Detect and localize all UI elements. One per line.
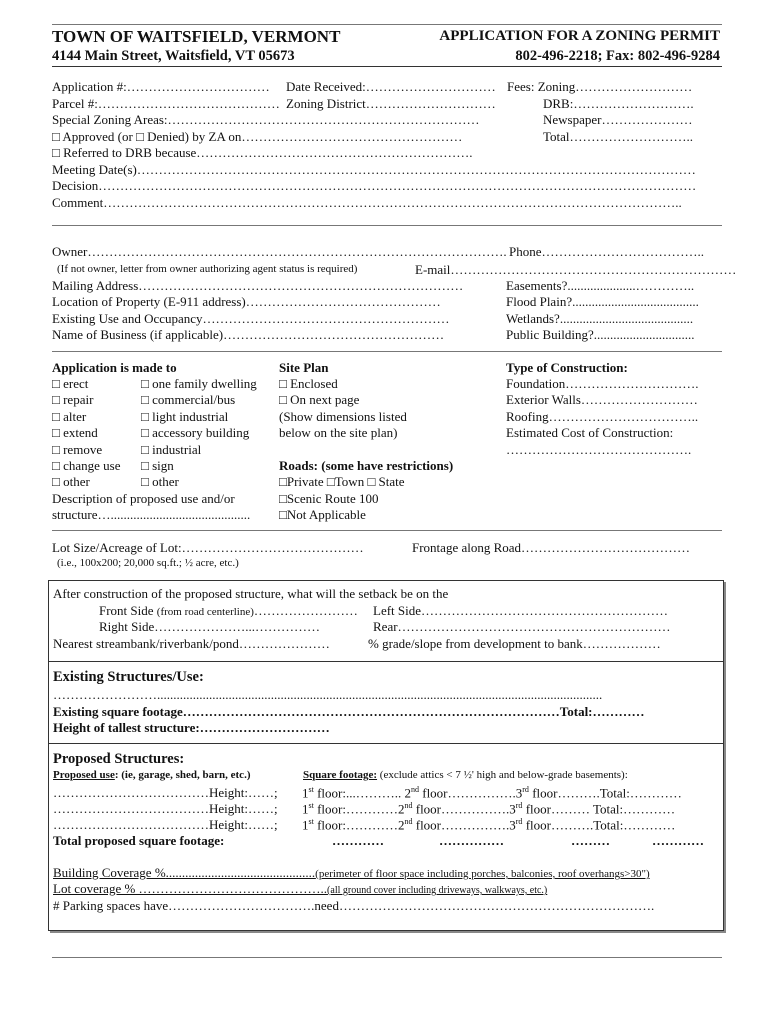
- application-section-rule: [52, 530, 722, 531]
- special-zoning-field[interactable]: Special Zoning Areas:………………………………………………………………: [52, 112, 480, 127]
- meeting-dates-field[interactable]: Meeting Date(s)…………………………………………………………………………………………………………………: [52, 162, 696, 177]
- row-3-floor-3: floor…………….3: [412, 817, 516, 833]
- site-plan-heading: Site Plan: [279, 360, 329, 375]
- existing-use-field[interactable]: Existing Use and Occupancy…………………………………………………: [52, 311, 450, 326]
- road-type-options[interactable]: □Private □Town □ State: [279, 474, 405, 489]
- lot-coverage-note: (all ground cover including driveways, walkways, etc.): [327, 885, 548, 896]
- rear-field[interactable]: Rear………………………………………………………: [373, 619, 671, 634]
- construction-heading: Type of Construction:: [506, 360, 628, 375]
- application-heading: Application is made to: [52, 360, 177, 375]
- option-extend[interactable]: □ extend: [52, 425, 98, 440]
- row-1-floor-3: floor…………….3: [418, 785, 523, 801]
- email-field[interactable]: E-mail…………………………………………………………: [415, 262, 737, 277]
- building-coverage-dots: ..............................................: [165, 865, 316, 880]
- public-building-field[interactable]: Public Building?...............................: [506, 327, 695, 342]
- setback-rule: [49, 661, 723, 662]
- fees-zoning-field[interactable]: Fees: Zoning………………………: [507, 79, 693, 94]
- owner-note: (If not owner, letter from owner authorizing agent status is required): [57, 263, 358, 275]
- tallest-structure-field[interactable]: Height of tallest structure:…………………………: [53, 720, 330, 735]
- square-footage-title: Square footage:: [303, 769, 378, 781]
- frontage-field[interactable]: Frontage along Road…………………………………: [412, 540, 691, 555]
- mailing-address-field[interactable]: Mailing Address…………………………………………………………………: [52, 278, 464, 293]
- flood-plain-field[interactable]: Flood Plain?.......................................: [506, 294, 699, 309]
- setback-intro: After construction of the proposed structure, what will the setback be on the: [53, 586, 449, 601]
- existing-rule: [49, 743, 723, 744]
- owner-section-rule: [52, 351, 722, 352]
- foundation-field[interactable]: Foundation………………………….: [506, 376, 699, 391]
- building-coverage-label: Building Coverage %: [53, 865, 166, 880]
- row-3-sup-3: rd: [515, 817, 523, 826]
- row-2-sup-2: nd: [404, 801, 413, 810]
- bottom-rule: [52, 957, 722, 958]
- proposed-use-label: [53, 770, 250, 781]
- lot-size-field[interactable]: Lot Size/Acreage of Lot:……………………………………: [52, 540, 364, 555]
- proposed-row-2-use[interactable]: ………………………………Height:……;: [53, 801, 278, 816]
- row-3-floor-1: 1: [302, 817, 309, 833]
- streambank-field[interactable]: Nearest streambank/riverbank/pond…………………: [53, 636, 330, 651]
- parcel-field[interactable]: Parcel #:……………………………………: [52, 96, 280, 111]
- square-footage-label: [303, 770, 628, 781]
- site-enclosed[interactable]: □ Enclosed: [279, 376, 338, 391]
- row-1-floor-1: 1: [302, 785, 309, 801]
- existing-structures-field[interactable]: …………………….........................................................................................................................................: [53, 687, 603, 702]
- total-fee-field[interactable]: Total………………………..: [543, 129, 694, 144]
- front-side-label: Front Side: [99, 603, 157, 618]
- row-2-floor-3: floor…………….3: [412, 801, 516, 817]
- total-proposed-label: Total proposed square footage:: [53, 833, 225, 848]
- option-erect[interactable]: □ erect: [52, 376, 89, 391]
- proposed-row-2-floors[interactable]: [302, 802, 675, 815]
- front-side-dots: ……………………: [253, 603, 358, 618]
- row-1-total: floor……….Total:…………: [528, 785, 682, 801]
- row-1-sup-3: rd: [522, 785, 529, 794]
- row-2-floor-1: 1: [302, 801, 309, 817]
- lot-size-note: (i.e., 100x200; 20,000 sq.ft.; ½ acre, etc.): [57, 557, 239, 569]
- row-1-floor-2: floor:...……….. 2: [313, 785, 411, 801]
- option-light-industrial[interactable]: □ light industrial: [141, 409, 229, 424]
- form-title: APPLICATION FOR A ZONING PERMIT: [439, 28, 720, 44]
- easements-field[interactable]: Easements?.....................…………..: [506, 278, 695, 293]
- option-change-use[interactable]: □ change use: [52, 458, 121, 473]
- row-3-floor-2: floor:…………2: [313, 817, 405, 833]
- row-2-sup-3: rd: [515, 801, 523, 810]
- front-side-field[interactable]: [99, 604, 358, 618]
- existing-sqft-field[interactable]: Existing square footage……………………………………………………………………………Total:…………: [53, 704, 645, 719]
- row-2-floor-2: floor:…………2: [313, 801, 405, 817]
- top-rule: [52, 24, 722, 25]
- decision-field[interactable]: Decision…………………………………………………………………………………………………………………………: [52, 178, 697, 193]
- proposed-row-1-use[interactable]: ………………………………Height:……;: [53, 785, 278, 800]
- row-2-total: floor……… Total:…………: [522, 801, 676, 817]
- site-note-1: (Show dimensions listed: [279, 409, 407, 424]
- roofing-field[interactable]: Roofing……………………………..: [506, 409, 699, 424]
- town-name: TOWN OF WAITSFIELD, VERMONT: [52, 27, 341, 46]
- application-number-field[interactable]: Application #:……………………………: [52, 79, 270, 94]
- site-next-page[interactable]: □ On next page: [279, 392, 360, 407]
- total-floor-1[interactable]: …………: [332, 833, 384, 848]
- estimated-cost-field[interactable]: …………………………………….: [506, 442, 692, 457]
- owner-field[interactable]: Owner…………………………………………………………………………………….: [52, 244, 507, 259]
- proposed-use-hint: : (ie, garage, shed, barn, etc.): [114, 769, 251, 781]
- existing-structures-heading: Existing Structures/Use:: [53, 669, 204, 685]
- proposed-row-3-use[interactable]: ………………………………Height:……;: [53, 817, 278, 832]
- business-name-field[interactable]: Name of Business (if applicable)……………………………………………: [52, 327, 445, 342]
- option-other-action[interactable]: □ other: [52, 474, 90, 489]
- lot-coverage-label: Lot coverage % ……………………………………..: [53, 881, 328, 896]
- lot-coverage-field[interactable]: [53, 882, 547, 896]
- approved-denied-field[interactable]: □ Approved (or □ Denied) by ZA on……………………………………………: [52, 129, 463, 144]
- comment-field[interactable]: Comment……………………………………………………………………………………………………………………..: [52, 195, 682, 210]
- structure-description-field[interactable]: structure…...........................................: [52, 507, 251, 522]
- row-3-sup-1: st: [308, 817, 314, 826]
- office-section-rule: [52, 225, 722, 226]
- proposed-row-3-floors[interactable]: [302, 818, 675, 831]
- parking-field[interactable]: # Parking spaces have…………………………….need……………………………………………………………….: [53, 898, 655, 913]
- row-3-sup-2: nd: [404, 817, 413, 826]
- option-industrial[interactable]: □ industrial: [141, 442, 202, 457]
- newspaper-fee-field[interactable]: Newspaper…………………: [543, 112, 693, 127]
- option-repair[interactable]: □ repair: [52, 392, 94, 407]
- total-floor-3[interactable]: ………: [571, 833, 610, 848]
- row-1-sup-2: nd: [410, 785, 419, 794]
- total-overall[interactable]: …………: [652, 833, 704, 848]
- option-commercial[interactable]: □ commercial/bus: [141, 392, 236, 407]
- property-location-field[interactable]: Location of Property (E-911 address)………………………………………: [52, 294, 441, 309]
- referred-drb-field[interactable]: □ Referred to DRB because……………………………………………………….: [52, 145, 473, 160]
- phone-field[interactable]: Phone………………………………..: [509, 244, 704, 259]
- building-coverage-note: (perimeter of floor space including porches, balconies, roof overhangs>30"): [315, 868, 650, 880]
- wetlands-field[interactable]: Wetlands?.........................................: [506, 311, 694, 326]
- header-rule: [52, 66, 722, 67]
- proposed-row-1-floors[interactable]: [302, 786, 682, 799]
- option-accessory[interactable]: □ accessory building: [141, 425, 250, 440]
- option-other-type[interactable]: □ other: [141, 474, 179, 489]
- option-sign[interactable]: □ sign: [141, 458, 174, 473]
- road-scenic-option[interactable]: □Scenic Route 100: [279, 491, 379, 506]
- building-coverage-field[interactable]: [53, 866, 650, 880]
- zoning-district-field[interactable]: Zoning District…………………………: [286, 96, 496, 111]
- proposed-structures-heading: Proposed Structures:: [53, 751, 185, 767]
- road-not-applicable[interactable]: □Not Applicable: [279, 507, 366, 522]
- square-footage-hint: (exclude attics < 7 ½' high and below-grade basements):: [377, 769, 628, 781]
- right-side-field[interactable]: Right Side…………………...……………: [99, 619, 321, 634]
- exterior-walls-field[interactable]: Exterior Walls………………………: [506, 392, 698, 407]
- site-note-2: below on the site plan): [279, 425, 398, 440]
- row-3-total: floor……….Total:…………: [522, 817, 676, 833]
- proposed-use-title: Proposed use: [53, 769, 115, 781]
- total-floor-2[interactable]: ……………: [439, 833, 504, 848]
- phone-fax: 802-496-2218; Fax: 802-496-9284: [515, 48, 720, 64]
- option-alter[interactable]: □ alter: [52, 409, 87, 424]
- row-2-sup-1: st: [308, 801, 314, 810]
- date-received-field[interactable]: Date Received:…………………………: [286, 79, 496, 94]
- town-address: 4144 Main Street, Waitsfield, VT 05673: [52, 48, 295, 64]
- front-side-note: (from road centerline): [156, 606, 254, 618]
- row-1-sup-1: st: [308, 785, 314, 794]
- description-label: Description of proposed use and/or: [52, 491, 235, 506]
- drb-fee-field[interactable]: DRB:……………………….: [543, 96, 694, 111]
- option-one-family[interactable]: □ one family dwelling: [141, 376, 257, 391]
- grade-slope-field[interactable]: % grade/slope from development to bank………………: [368, 636, 661, 651]
- option-remove[interactable]: □ remove: [52, 442, 103, 457]
- estimated-cost-label: Estimated Cost of Construction:: [506, 425, 674, 440]
- left-side-field[interactable]: Left Side…………………………………………………: [373, 603, 669, 618]
- roads-heading: Roads: (some have restrictions): [279, 458, 454, 473]
